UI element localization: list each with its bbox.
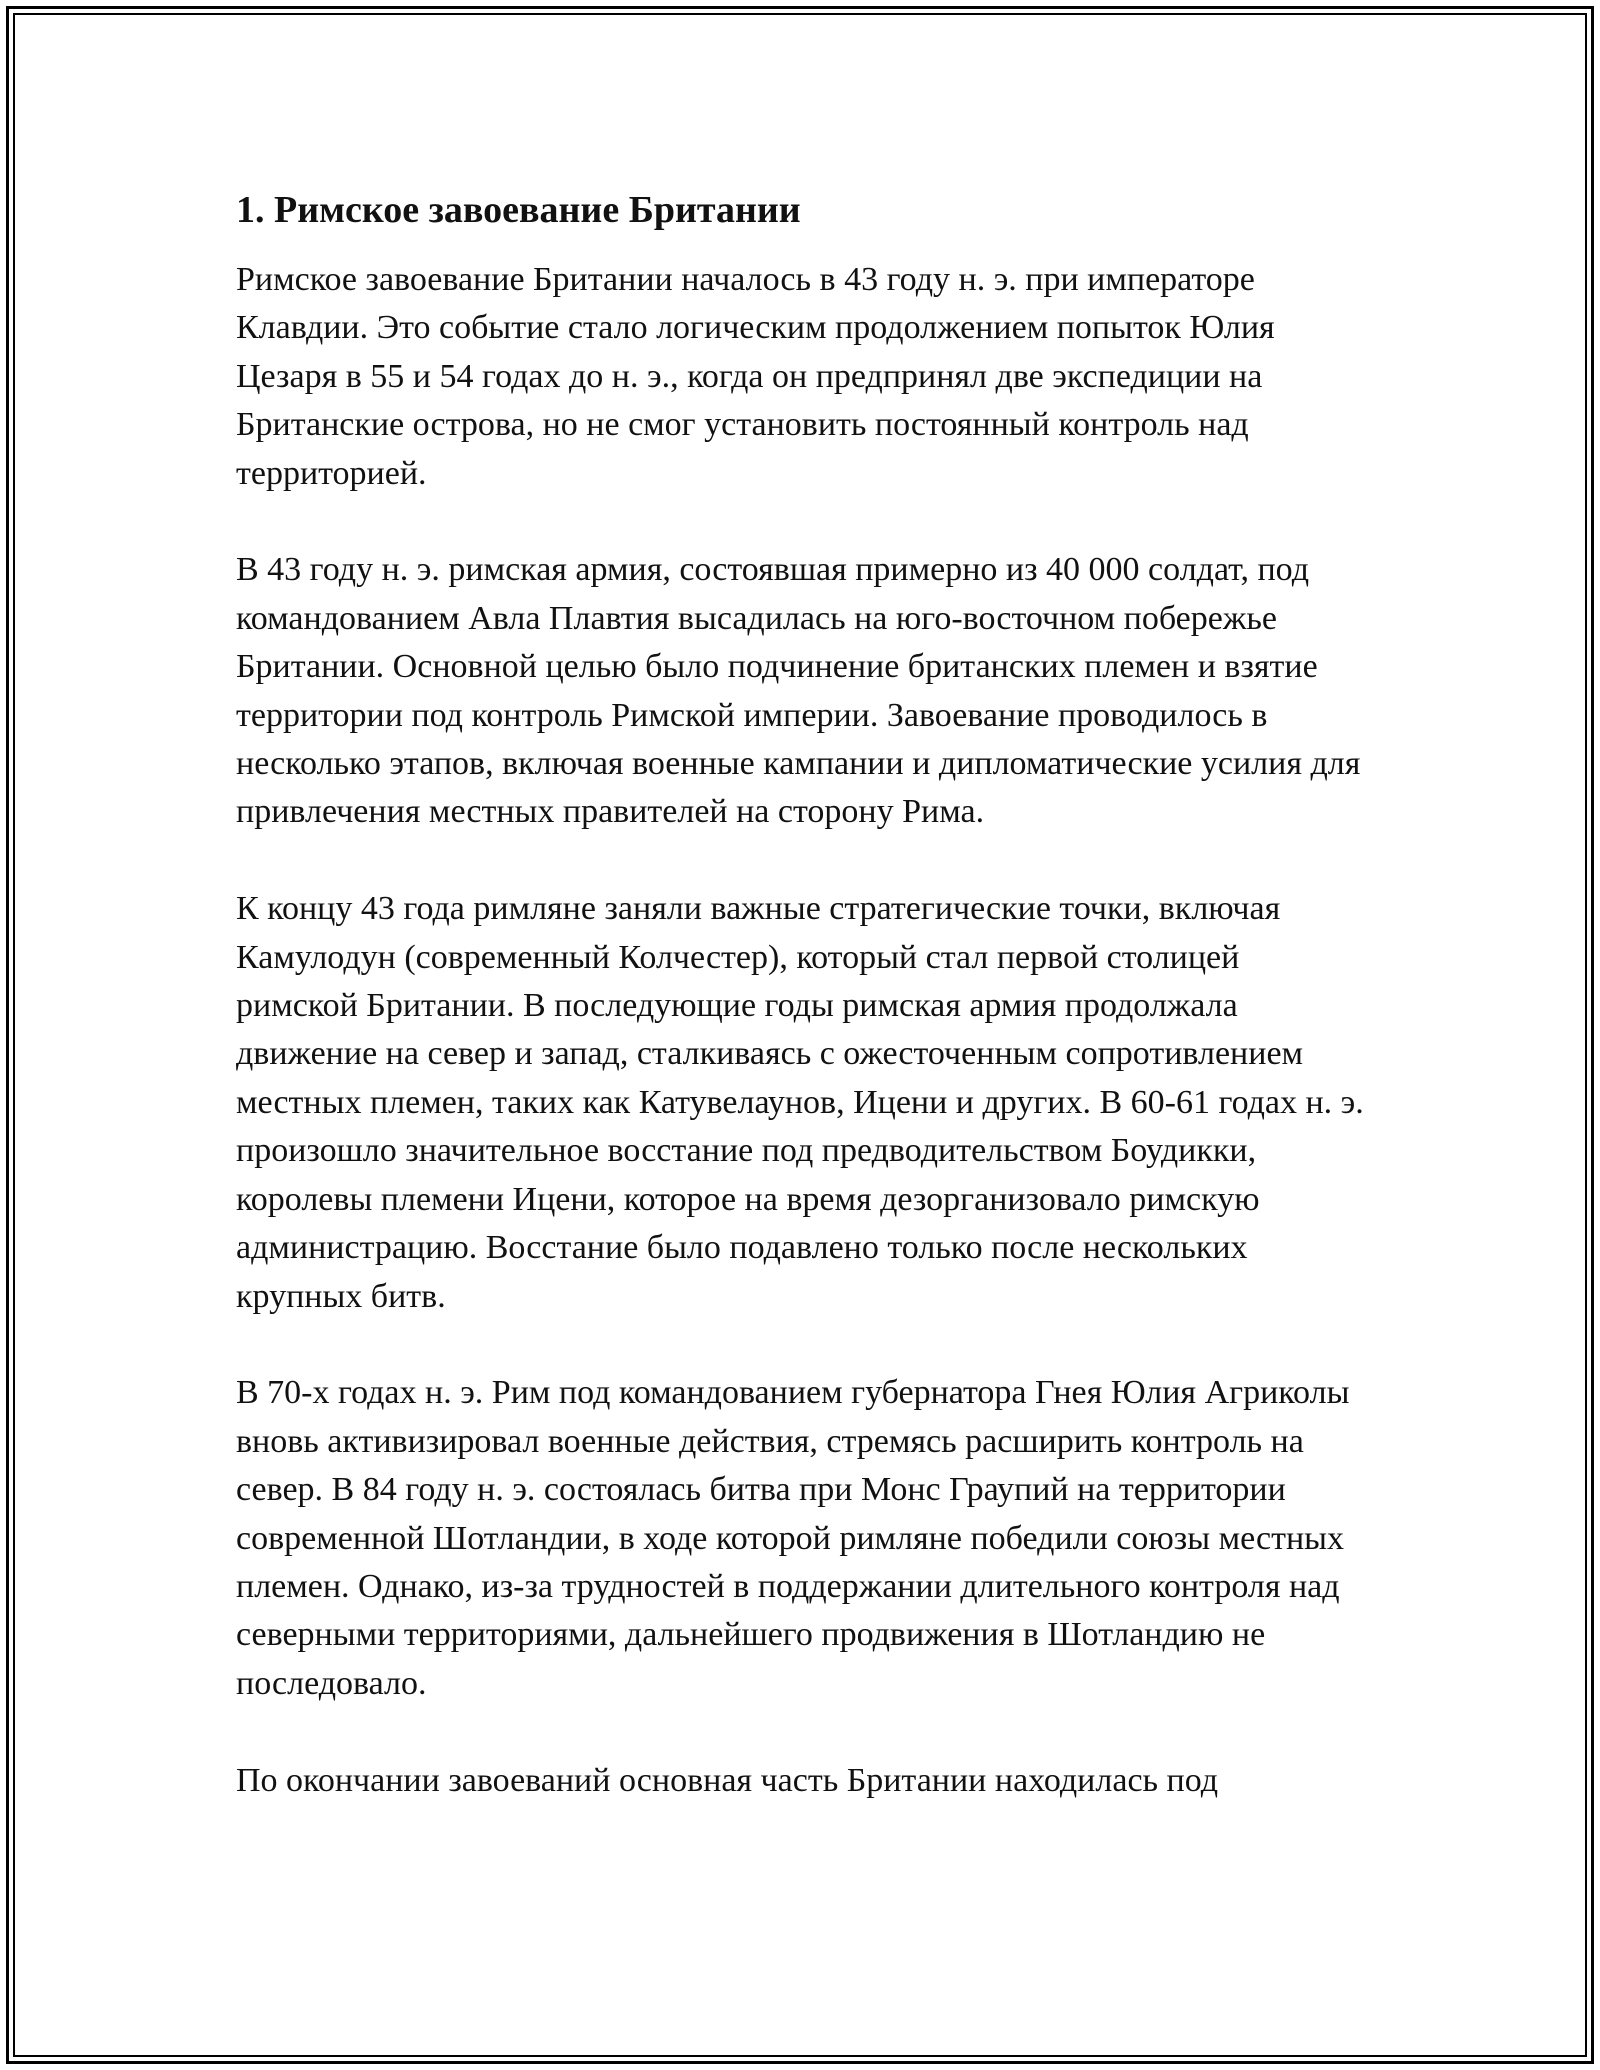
document-body xyxy=(236,186,1366,1853)
paragraph-1: Римское завоевание Британии началось в 43 году н. э. при императоре Клавдии. Это событие стало логическим продолжением попыток Юлия Цезаря в 55 и 54 годах до н. э., когда он предпринял две экспедиции на Британские острова, но не смог установить постоянный контроль над территорией. xyxy=(236,261,1275,492)
paragraph-3: К концу 43 года римляне заняли важные стратегические точки, включая Камулодун (современный Колчестер), который стал первой столицей римской Британии. В последующие годы римская армия продолжала движение на север и запад, сталкиваясь с ожесточенным сопротивлением местных племен, таких как Катувелаунов, Ицени и других. В 60-61 годах н. э. произошло значительное восстание под предводительством Боудикки, королевы племени Ицени, которое на время дезорганизовало римскую администрацию. Восстание было подавлено только после нескольких крупных битв. xyxy=(236,890,1364,1315)
paragraph-2: В 43 году н. э. римская армия, состоявшая примерно из 40 000 солдат, под командованием Авла Плавтия высадилась на юго-восточном побережье Британии. Основной целью было подчинение британских племен и взятие территории под контроль Римской империи. Завоевание проводилось в несколько этапов, включая военные кампании и дипломатические усилия для привлечения местных правителей на сторону Рима. xyxy=(236,551,1361,831)
section-heading: 1. Римское завоевание Британии xyxy=(236,189,801,231)
paragraph-5: По окончании завоеваний основная часть Британии находилась под xyxy=(236,1761,1219,1799)
paragraph-4: В 70-х годах н. э. Рим под командованием губернатора Гнея Юлия Агриколы вновь активизировал военные действия, стремясь расширить контроль на север. В 84 году н. э. состоялась битва при Монс Граупий на территории современной Шотландии, в ходе которой римляне победили союзы местных племен. Однако, из-за трудностей в поддержании длительного контроля над северными территориями, дальнейшего продвижения в Шотландию не последовало. xyxy=(236,1374,1350,1702)
